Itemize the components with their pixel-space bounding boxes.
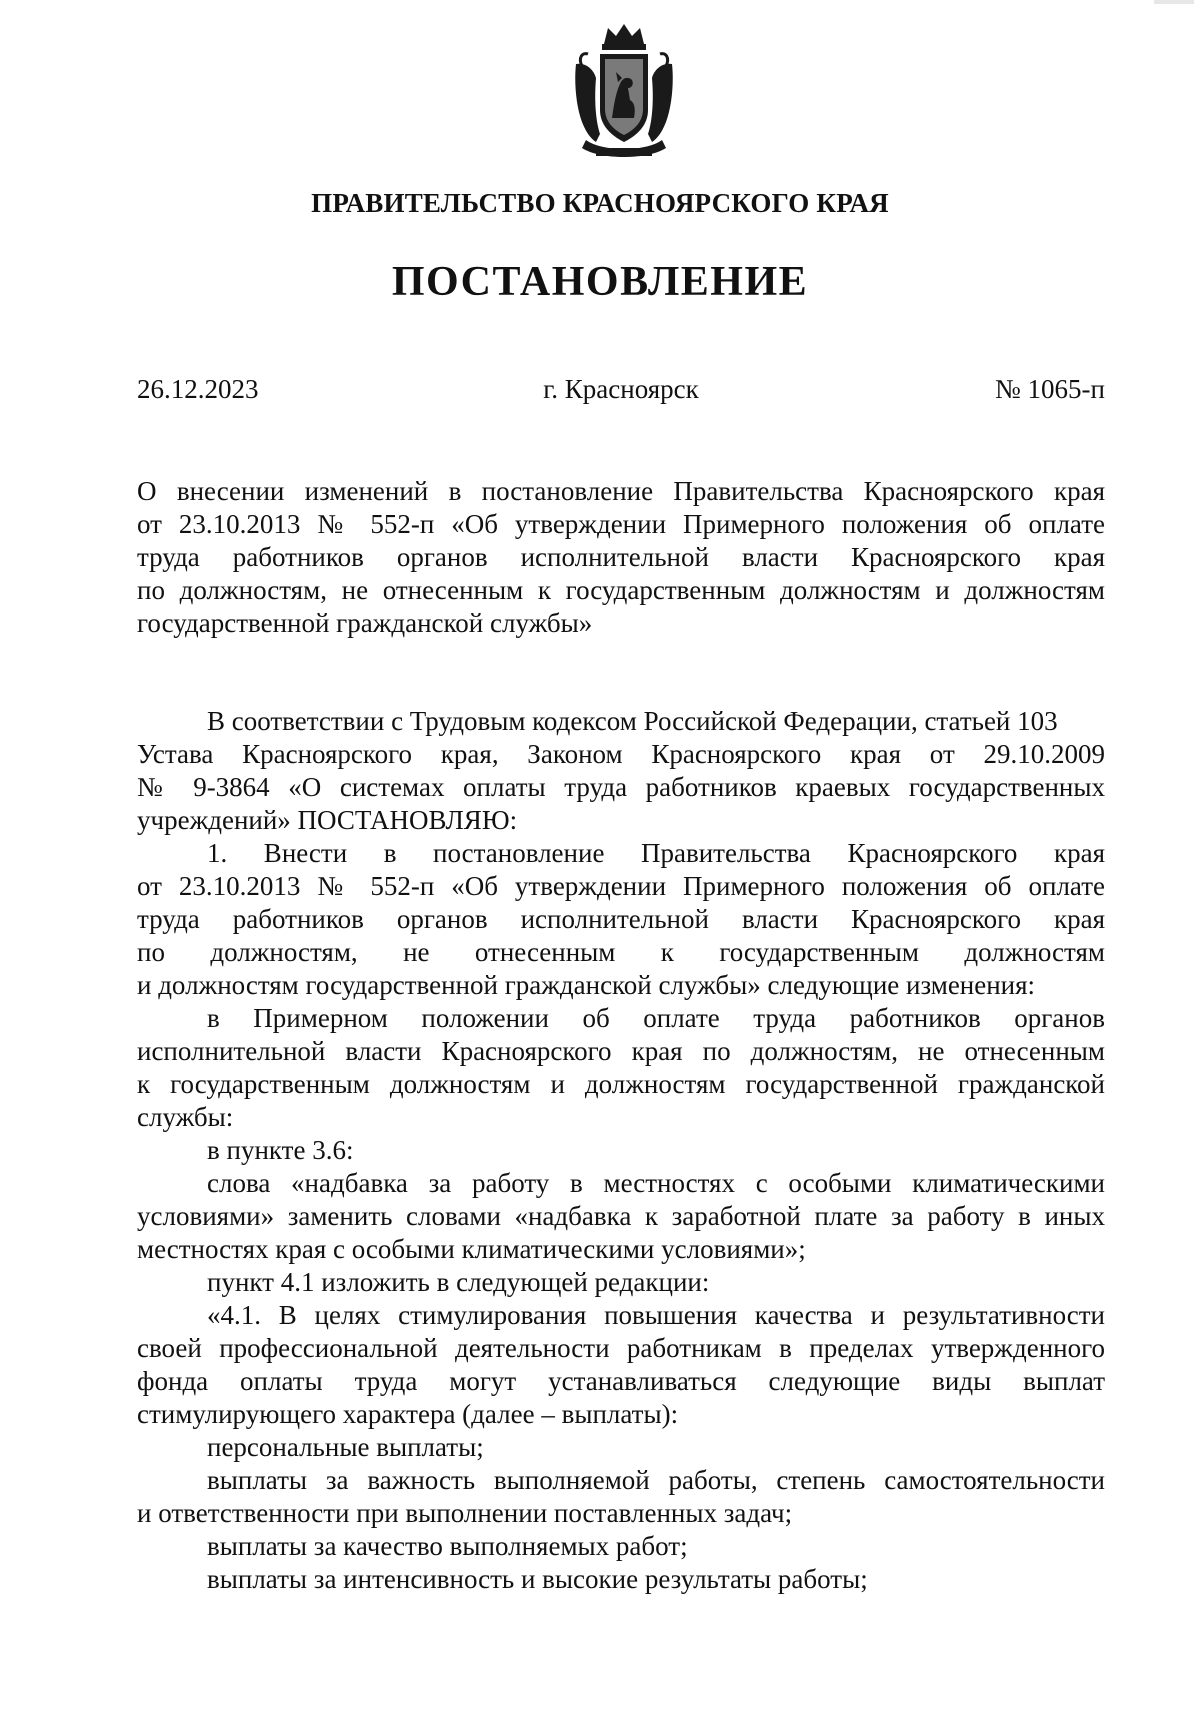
body-line: службы:: [137, 1102, 234, 1132]
title-line: труда работников органов исполнительной власти Красноярского края: [137, 542, 1105, 572]
title-line: от 23.10.2013 № 552-п «Об утверждении Примерного положения об оплате: [137, 509, 1105, 539]
title-line: О внесении изменений в постановление Правительства Красноярского края: [137, 476, 1105, 506]
body-line: выплаты за важность выполняемой работы, степень самостоятельности: [207, 1465, 1105, 1495]
body-line: учреждений» ПОСТАНОВЛЯЮ:: [137, 805, 518, 835]
body-line: стимулирующего характера (далее – выплаты):: [137, 1399, 679, 1429]
document-number: № 1065-п: [995, 374, 1105, 404]
body-line: по должностям, не отнесенным к государственным должностям: [137, 937, 1105, 967]
body-line: Устава Красноярского края, Законом Красноярского края от 29.10.2009: [137, 739, 1105, 769]
body-line: слова «надбавка за работу в местностях с особыми климатическими: [207, 1168, 1105, 1198]
body-line: выплаты за интенсивность и высокие результаты работы;: [207, 1564, 868, 1594]
scan-artifact: [1154, 0, 1194, 4]
document-title: [137, 475, 1105, 640]
body-line: местностях края с особыми климатическими условиями»;: [137, 1234, 806, 1264]
body-line: к государственным должностям и должностям государственной гражданской: [137, 1069, 1105, 1099]
body-line: выплаты за качество выполняемых работ;: [207, 1531, 688, 1561]
document-city: г. Красноярск: [543, 374, 699, 404]
body-line: от 23.10.2013 № 552-п «Об утверждении Примерного положения об оплате: [137, 871, 1105, 901]
body-line: и должностям государственной гражданской службы» следующие изменения:: [137, 970, 1036, 1000]
document-type: ПОСТАНОВЛЕНИЕ: [391, 259, 809, 305]
body-line: своей профессиональной деятельности работникам в пределах утвержденного: [137, 1333, 1105, 1363]
body-line: в пункте 3.6:: [207, 1135, 354, 1165]
document-body: [137, 705, 1105, 1596]
title-line: государственной гражданской службы»: [137, 608, 593, 638]
document-date: 26.12.2023: [137, 374, 259, 404]
body-line: труда работников органов исполнительной власти Красноярского края: [137, 904, 1105, 934]
body-line: «4.1. В целях стимулирования повышения качества и результативности: [207, 1300, 1105, 1330]
title-line: по должностям, не отнесенным к государственным должностям и должностям: [137, 575, 1105, 605]
body-line: персональные выплаты;: [207, 1432, 484, 1462]
body-line: условиями» заменить словами «надбавка к заработной плате за работу в иных: [137, 1201, 1105, 1231]
body-line: и ответственности при выполнении поставленных задач;: [137, 1498, 793, 1528]
document-meta: [137, 374, 1105, 408]
body-line: исполнительной власти Красноярского края по должностям, не отнесенным: [137, 1036, 1105, 1066]
body-line: 1. Внести в постановление Правительства Красноярского края: [207, 838, 1105, 868]
organization-name: ПРАВИТЕЛЬСТВО КРАСНОЯРСКОГО КРАЯ: [311, 188, 889, 218]
coat-of-arms-icon: [572, 22, 676, 160]
body-line: пункт 4.1 изложить в следующей редакции:: [207, 1267, 710, 1297]
body-line: В соответствии с Трудовым кодексом Российской Федерации, статьей 103: [207, 706, 1058, 736]
body-line: № 9-3864 «О системах оплаты труда работников краевых государственных: [137, 772, 1105, 802]
body-line: в Примерном положении об оплате труда работников органов: [207, 1003, 1105, 1033]
body-line: фонда оплаты труда могут устанавливаться следующие виды выплат: [137, 1366, 1105, 1396]
